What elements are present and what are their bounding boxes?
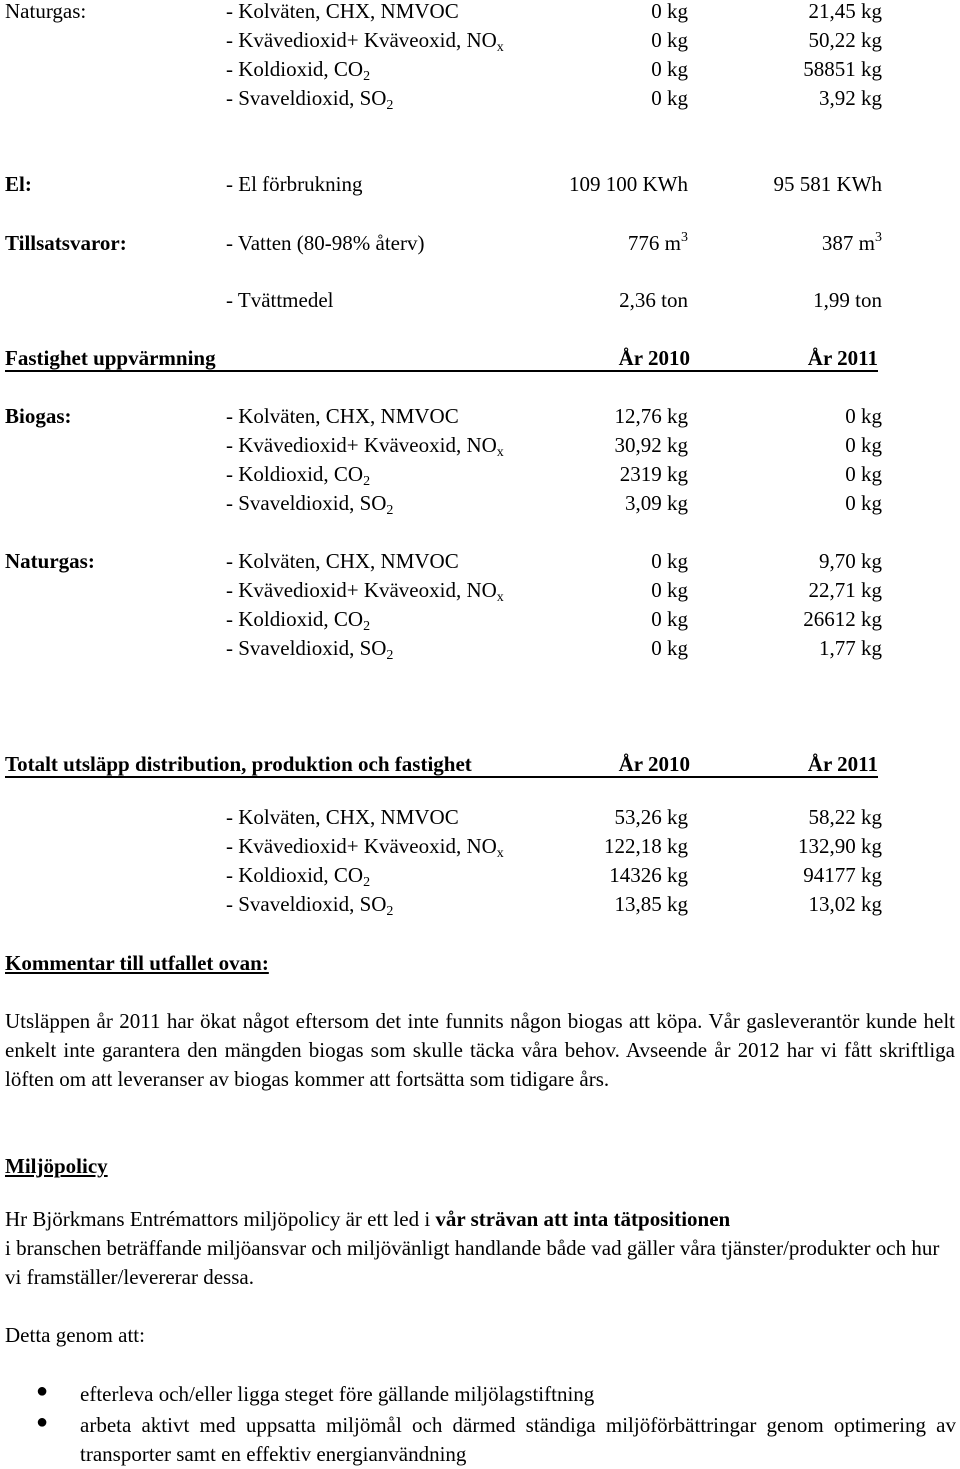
value-2010: 0 kg [651,28,688,52]
list-item: arbeta aktivt med uppsatta miljömål och därmed ständiga miljöförbättringar genom optimering av transporter samt en effektiv energianvändning [80,1413,956,1466]
substance-name: - Kolväten, CHX, NMVOC [226,404,459,428]
substance-name: - Vatten (80-98% återv) [226,231,425,255]
value-2011: 26612 kg [803,607,882,631]
value-2011: 1,77 kg [819,636,882,660]
section-title-totalt: Totalt utsläpp distribution, produktion och fastighet [5,752,472,776]
table-row [0,170,960,199]
year-2010-header: År 2010 [618,752,690,776]
substance-name: - Kolväten, CHX, NMVOC [226,549,459,573]
table-row [0,402,960,431]
table-row [0,576,960,605]
table-row [0,55,960,84]
table-row [0,286,960,315]
table-row [0,431,960,460]
value-2010: 2,36 ton [619,288,688,312]
section-label-naturgas: Naturgas: [5,0,87,23]
value-2010: 12,76 kg [614,404,688,428]
value-2010: 13,85 kg [614,892,688,916]
section-label-el: El: [5,172,32,196]
value-2010: 0 kg [651,607,688,631]
table-row [0,890,960,919]
table-row [0,547,960,576]
table-row [0,634,960,663]
year-2010-header: År 2010 [618,346,690,370]
value-2011: 50,22 kg [808,28,882,52]
table-row [0,229,960,258]
section-label-tillsatsvaror: Tillsatsvaror: [5,231,127,255]
value-2010: 0 kg [651,578,688,602]
value-2010: 122,18 kg [604,834,688,858]
table-row [0,84,960,113]
list-item: efterleva och/eller ligga steget före gällande miljölagstiftning [80,1382,595,1406]
substance-name: - Kolväten, CHX, NMVOC [226,805,459,829]
value-2010: 0 kg [651,57,688,81]
section-label-biogas: Biogas: [5,404,72,428]
value-2011: 95 581 KWh [773,172,882,196]
substance-name: - Kvävedioxid+ Kväveoxid, $NO_x$ [226,433,504,460]
substance-name: - Koldioxid, $CO_2$ [226,57,371,84]
value-2010: 14326 kg [609,863,688,887]
bullet-icon: ● [36,1411,49,1433]
substance-name: - Svaveldioxid, $SO_2$ [226,892,394,919]
bullet-icon: ● [36,1380,49,1402]
intro-text: Detta genom att: [5,1323,145,1347]
kommentar-heading: Kommentar till utfallet ovan: [5,951,269,975]
substance-name: - Kolväten, CHX, NMVOC [226,0,459,23]
value-2011: 0 kg [845,462,882,486]
substance-name: - Svaveldioxid, $SO_2$ [226,491,394,518]
value-2010: 53,26 kg [614,805,688,829]
substance-name: - Svaveldioxid, $SO_2$ [226,636,394,663]
table-row [0,489,960,518]
value-2011: 0 kg [845,491,882,515]
substance-name: - Koldioxid, $CO_2$ [226,607,371,634]
value-2010: 109 100 KWh [569,172,688,196]
year-2011-header: År 2011 [807,752,878,776]
intro-line [0,1321,960,1350]
table-row [0,861,960,890]
value-2010: 0 kg [651,549,688,573]
section-header [0,949,960,978]
value-2011: 21,45 kg [808,0,882,23]
value-2010: 0 kg [651,86,688,110]
value-2011: 132,90 kg [798,834,882,858]
value-2010: 3,09 kg [625,491,688,515]
value-2011: 387 $m^3$ [821,230,882,255]
substance-name: - Kvävedioxid+ Kväveoxid, $NO_x$ [226,578,504,605]
table-row [0,832,960,861]
substance-name: - Tvättmedel [226,288,334,312]
table-row [0,26,960,55]
section-header [0,1152,960,1181]
kommentar-paragraph: Utsläppen år 2011 har ökat något eftersom det inte funnits någon biogas att köpa. Vår gasleverantör kunde helt enkelt inte garantera den mängden biogas som skulle täcka våra behov. Avseende år 2012 har vi fått skriftliga löften om att leveranser av biogas kommer att fortsätta som tidigare års. [5,1009,955,1091]
year-2011-header: År 2011 [807,346,878,370]
value-2011: 58851 kg [803,57,882,81]
value-2011: 1,99 ton [813,288,882,312]
substance-name: - El förbrukning [226,172,363,196]
section-title-fastighet: Fastighet uppvärmning [5,346,216,370]
value-2010: 0 kg [651,636,688,660]
value-2011: 9,70 kg [819,549,882,573]
miljopolicy-heading: Miljöpolicy [5,1154,108,1178]
table-row [0,803,960,832]
value-2011: 22,71 kg [808,578,882,602]
value-2011: 13,02 kg [808,892,882,916]
miljopolicy-paragraph: Hr Björkmans Entrémattors miljöpolicy är ett led i vår strävan att inta tätpositionen i branschen beträffande miljöansvar och miljövänligt handlande både vad gäller våra tjänster/produkter och hur vi framställer/levererar dessa. [5,1207,940,1289]
substance-name: - Koldioxid, $CO_2$ [226,863,371,890]
value-2011: 0 kg [845,433,882,457]
value-2011: 94177 kg [803,863,882,887]
substance-name: - Kvävedioxid+ Kväveoxid, $NO_x$ [226,28,504,55]
substance-name: - Svaveldioxid, $SO_2$ [226,86,394,113]
section-header [0,344,960,373]
section-label-naturgas: Naturgas: [5,549,95,573]
table-row [0,605,960,634]
substance-name: - Koldioxid, $CO_2$ [226,462,371,489]
value-2011: 58,22 kg [808,805,882,829]
value-2010: 30,92 kg [614,433,688,457]
substance-name: - Kvävedioxid+ Kväveoxid, $NO_x$ [226,834,504,861]
section-header [0,750,960,779]
value-2011: 0 kg [845,404,882,428]
value-2010: 776 $m^3$ [627,230,688,255]
value-2010: 2319 kg [619,462,688,486]
value-2011: 3,92 kg [819,86,882,110]
value-2010: 0 kg [651,0,688,23]
table-row [0,0,960,26]
table-row [0,460,960,489]
